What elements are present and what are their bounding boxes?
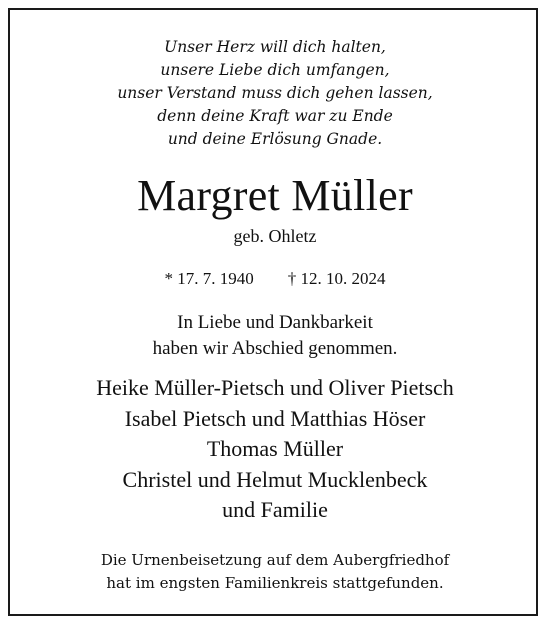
dedication-line: In Liebe und Dankbarkeit xyxy=(177,312,373,333)
poem-line: und deine Erlösung Gnade. xyxy=(167,130,383,148)
death-date: † 12. 10. 2024 xyxy=(287,269,386,288)
poem-line: unser Verstand muss dich gehen lassen, xyxy=(117,84,433,102)
maiden-name: geb. Ohletz xyxy=(233,226,317,246)
mourner-entry: Thomas Müller xyxy=(206,436,344,461)
notice-line: hat im engsten Familienkreis stattgefunden. xyxy=(106,574,444,592)
dedication-text xyxy=(10,310,540,362)
deceased-name: Margret Müller xyxy=(137,171,413,220)
poem-line: Unser Herz will dich halten, xyxy=(164,38,386,56)
memorial-poem xyxy=(10,36,540,151)
mourner-entry: Christel und Helmut Mucklenbeck xyxy=(122,466,428,492)
mourners-list xyxy=(10,373,540,526)
burial-notice xyxy=(10,549,540,595)
life-dates xyxy=(10,268,540,290)
poem-line: unsere Liebe dich umfangen, xyxy=(160,61,390,79)
notice-line: Die Urnenbeisetzung auf dem Aubergfriedhof xyxy=(100,551,450,569)
mourner-entry: Isabel Pietsch und Matthias Höser xyxy=(124,405,426,431)
mourner-entry: Heike Müller-Pietsch und Oliver Pietsch xyxy=(96,375,454,400)
mourner-entry: und Familie xyxy=(222,497,328,522)
dedication-line: haben wir Abschied genommen. xyxy=(152,338,398,359)
poem-line: denn deine Kraft war zu Ende xyxy=(157,107,393,125)
birth-date: * 17. 7. 1940 xyxy=(164,269,254,288)
